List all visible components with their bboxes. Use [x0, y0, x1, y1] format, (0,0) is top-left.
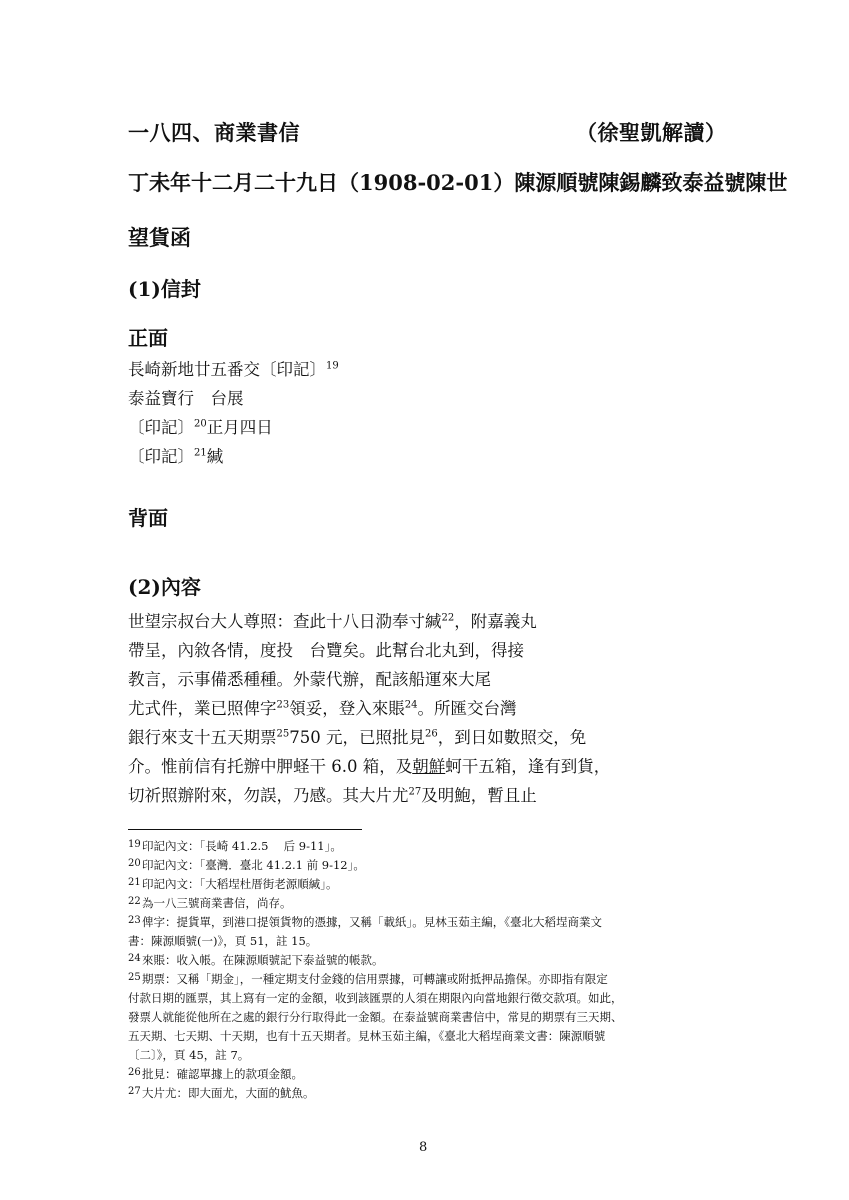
envelope-heading: (1)信封 — [128, 277, 201, 301]
footnote: 27大片尤：即大面尤，大面的魷魚。 — [128, 1086, 315, 1100]
letter-line: 教言，示事備悉種種。外蒙代辦，配該船運來大尾 — [128, 670, 491, 689]
envelope-front-lines — [128, 355, 339, 471]
back-heading: 背面 — [128, 506, 168, 530]
footnote: 24來賬：收入帳。在陳源順號記下泰益號的帳款。 — [128, 953, 384, 967]
footnote: 25期票：又稱「期金」，一種定期支付金錢的信用票據，可轉讓或附抵押品擔保。亦即指有限定 付款日期的匯票，其上寫有一定的金額，收到該匯票的人須在期限內向當地銀行徵交款項。如此， 發票人就能從他所在之處的銀行分行取得此一金額。在泰益號商業書信中，常見的期票有三天期、 五天期、七天期、十天期，也有十五天期者。見林玉茹主編，《臺北大稻埕商業文書：陳源順號 〔二〕》，頁 45，註 7。 — [128, 972, 623, 1062]
front-heading: 正面 — [128, 326, 168, 350]
front-line: 〔印記〕$^{21}$緘 — [128, 447, 224, 466]
content-heading: (2)內容 — [128, 575, 201, 599]
front-line: 泰益寶行 台展 — [128, 389, 244, 408]
footnote: 20印記內文：「臺灣．臺北 41.2.1 前 9-12」。 — [128, 858, 365, 872]
footnotes — [128, 837, 623, 1103]
reader-credit: （徐聖凱解讀） — [576, 120, 727, 145]
letter-line: 介。惟前信有托辦中胛蛏干 6.0 箱，及朝鮮蚵干五箱，逢有到貨， — [128, 757, 611, 776]
letter-line: 切祈照辦附來，勿誤，乃感。其大片尤$^{27}$及明鮑，暫且止 — [128, 786, 537, 805]
underlined-term: 朝鮮 — [412, 757, 446, 776]
footnote: 26批見：確認單據上的款項金額。 — [128, 1067, 303, 1081]
letter-line: 帶呈，內敘各情，度投 台覽矣。此幫台北丸到，得接 — [128, 641, 524, 660]
page-number: 8 — [419, 1140, 428, 1155]
front-line: 長崎新地廿五番交〔印記〕$^{19}$ — [128, 360, 339, 379]
letter-body — [128, 607, 610, 810]
footnote: 23俾字：提貨單，到港口提領貨物的憑據，又稱「載紙」。見林玉茹主編，《臺北大稻埕商業文 書：陳源順號(一)》，頁 51，註 15。 — [128, 915, 602, 948]
page-title: 一八四、商業書信 — [128, 120, 300, 145]
footnote: 22為一八三號商業書信，尚存。 — [128, 896, 292, 910]
footnote: 19印記內文：「長崎 41.2.5 后 9-11」。 — [128, 839, 342, 853]
letter-line: 銀行來支十五天期票$^{25}$750 元，已照批見$^{26}$，到日如數照交，免 — [128, 728, 587, 747]
letter-line: 世望宗叔台大人尊照：查此十八日泐奉寸緘$^{22}$，附嘉義丸 — [128, 612, 537, 631]
letter-line: 尤式件，業已照俾字$^{23}$領妥，登入來賬$^{24}$。所匯交台灣 — [128, 699, 517, 718]
subtitle-line-1: 丁未年十二月二十九日（1908-02-01）陳源順號陳錫麟致泰益號陳世 — [128, 170, 788, 195]
footnote-divider — [128, 829, 362, 830]
front-line: 〔印記〕$^{20}$正月四日 — [128, 418, 273, 437]
footnote: 21印記內文：「大稻埕杜厝街老源順緘」。 — [128, 877, 338, 891]
subtitle-line-2: 望貨函 — [128, 225, 191, 250]
